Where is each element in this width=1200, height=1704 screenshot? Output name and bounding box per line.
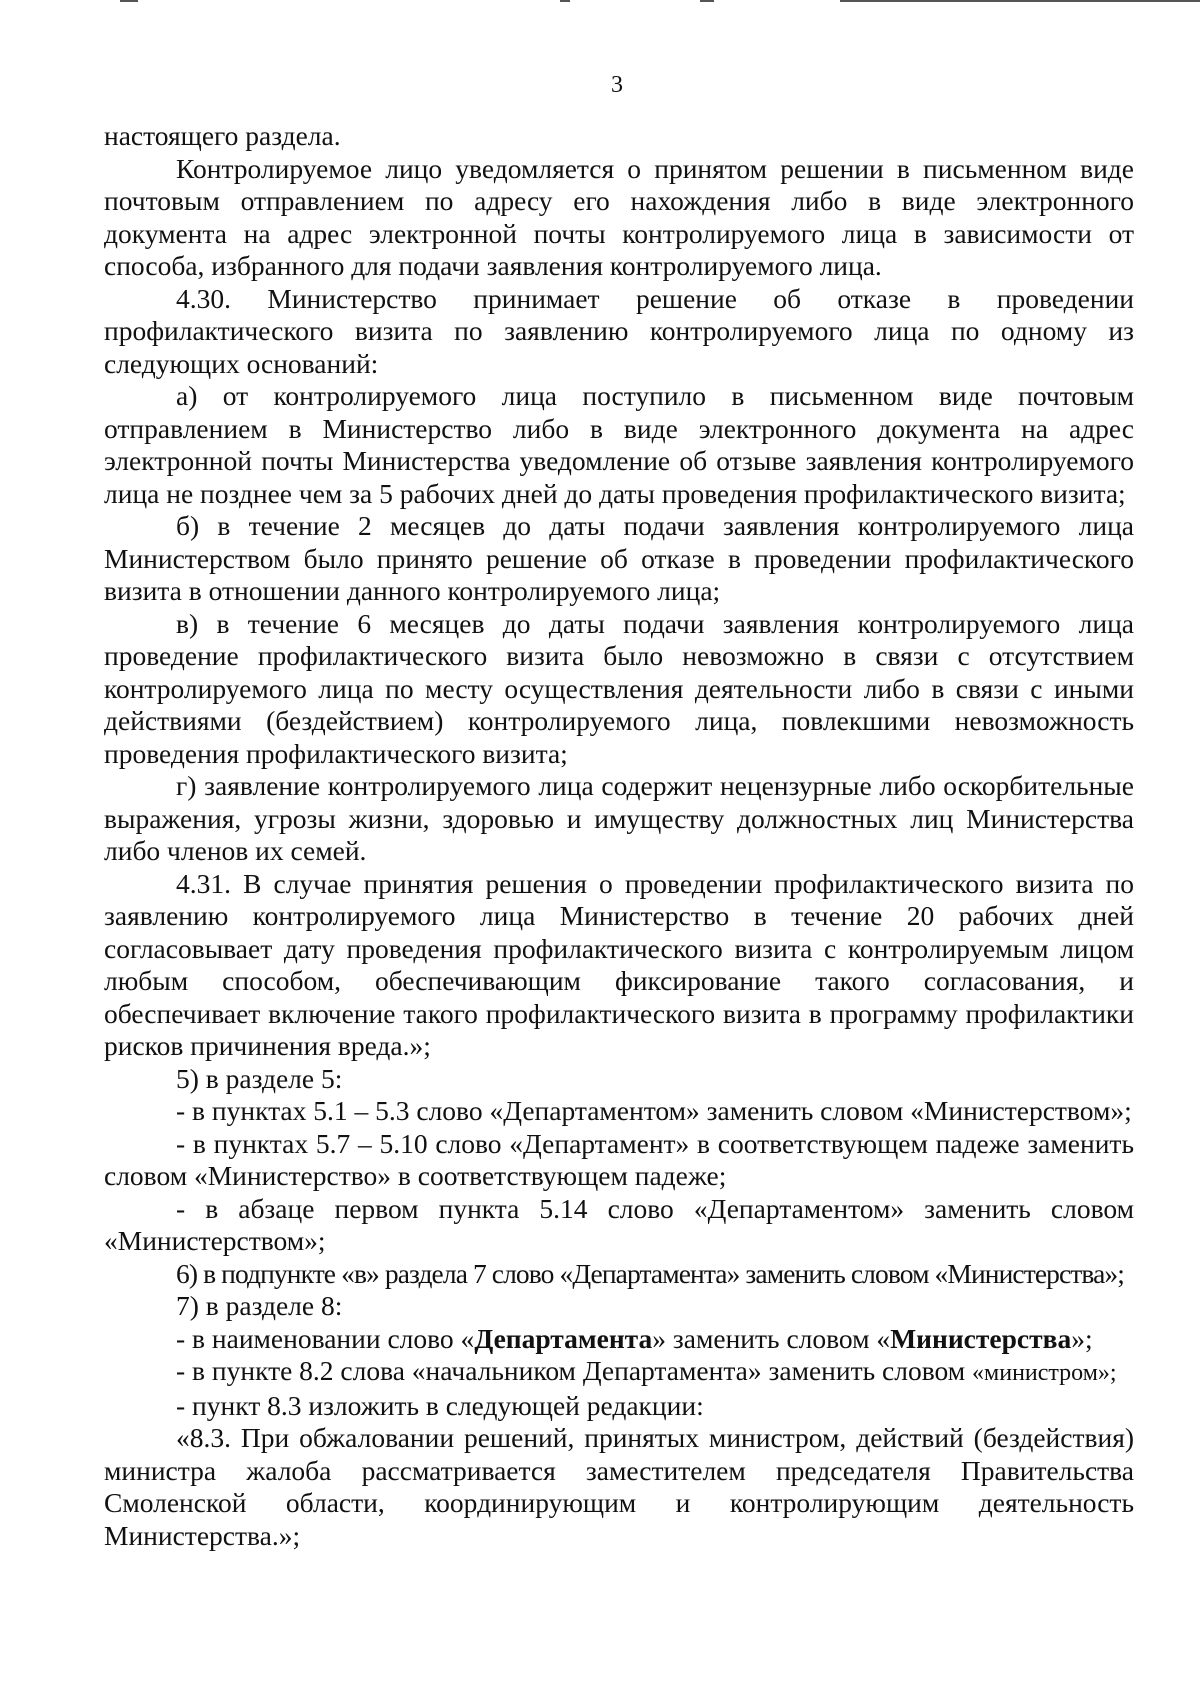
paragraph: - в абзаце первом пункта 5.14 слово «Департаментом» заменить словом «Министерством»;	[104, 1192, 1134, 1256]
scan-edge	[0, 0, 1200, 3]
bold-text: Министерства	[890, 1322, 1072, 1354]
text-run: «министром»;	[972, 1360, 1117, 1386]
paragraph: - пункт 8.3 изложить в следующей редакции:	[176, 1389, 704, 1421]
paragraph: - в пунктах 5.1 – 5.3 слово «Департаментом» заменить словом «Министерством»;	[176, 1095, 1132, 1126]
text-run: »;	[1071, 1322, 1093, 1354]
paragraph	[104, 1355, 1134, 1390]
text-run: » заменить словом «	[652, 1322, 891, 1354]
paragraph: - в пунктах 5.7 – 5.10 слово «Департамент» в соответствующем падеже заменить словом «Министерство» в соответствующем падеже;	[104, 1127, 1134, 1191]
text-run: - в наименовании слово «	[176, 1322, 475, 1354]
paragraph: «8.3. При обжаловании решений, принятых министром, действий (бездействия) министра жалоба рассматривается заместителем председателя Правительства Смоленской области, координирующим и контролирующим деятельность Министерства.»;	[104, 1422, 1134, 1551]
paragraph: 5) в разделе 5:	[176, 1062, 343, 1094]
bold-text: Департамента	[474, 1322, 653, 1354]
document-body	[104, 120, 1134, 1552]
paragraph: а) от контролируемого лица поступило в письменном виде почтовым отправлением в Министерство либо в виде электронного документа на адрес электронной почты Министерства уведомление об отзыве заявления контролируемого лица не позднее чем за 5 рабочих дней до даты проведения профилактического визита;	[104, 380, 1134, 509]
paragraph: г) заявление контролируемого лица содержит нецензурные либо оскорбительные выражения, угрозы жизни, здоровью и имуществу должностных лиц Министерства либо членов их семей.	[104, 770, 1134, 866]
paragraph: 7) в разделе 8:	[176, 1290, 343, 1321]
paragraph	[104, 1323, 1134, 1356]
paragraph: б) в течение 2 месяцев до даты подачи заявления контролируемого лица Министерством было принято решение об отказе в проведении профилактического визита в отношении данного контролируемого лица;	[104, 510, 1134, 606]
paragraph: 4.31. В случае принятия решения о проведении профилактического визита по заявлению контролируемого лица Министерство в течение 20 рабочих дней согласовывает дату проведения профилактического визита с контролируемым лицом любым способом, обеспечивающим фиксирование такого согласования, и обеспечивает включение такого профилактического визита в программу профилактики рисков причинения вреда.»;	[104, 867, 1134, 1061]
paragraph: Контролируемое лицо уведомляется о принятом решении в письменном виде почтовым отправлением по адресу его нахождения либо в виде электронного документа на адрес электронной почты контролируемого лица в зависимости от способа, избранного для подачи заявления контролируемого лица.	[104, 152, 1134, 281]
paragraph: настоящего раздела.	[104, 120, 341, 151]
paragraph: 4.30. Министерство принимает решение об отказе в проведении профилактического визита по заявлению контролируемого лица по одному из следующих оснований:	[104, 282, 1134, 379]
text-run: - в пункте 8.2 слова «начальником Департамента» заменить словом	[176, 1355, 966, 1386]
paragraph: в) в течение 6 месяцев до даты подачи заявления контролируемого лица проведение профилактического визита было невозможно в связи с отсутствием контролируемого лица по месту осуществления деятельности либо в связи с иными действиями (бездействием) контролируемого лица, повлекшими невозможность проведения профилактического визита;	[104, 607, 1134, 769]
paragraph: 6) в подпункте «в» раздела 7 слово «Департамента» заменить словом «Министерства»;	[176, 1257, 1125, 1289]
page-number: 3	[611, 72, 623, 98]
